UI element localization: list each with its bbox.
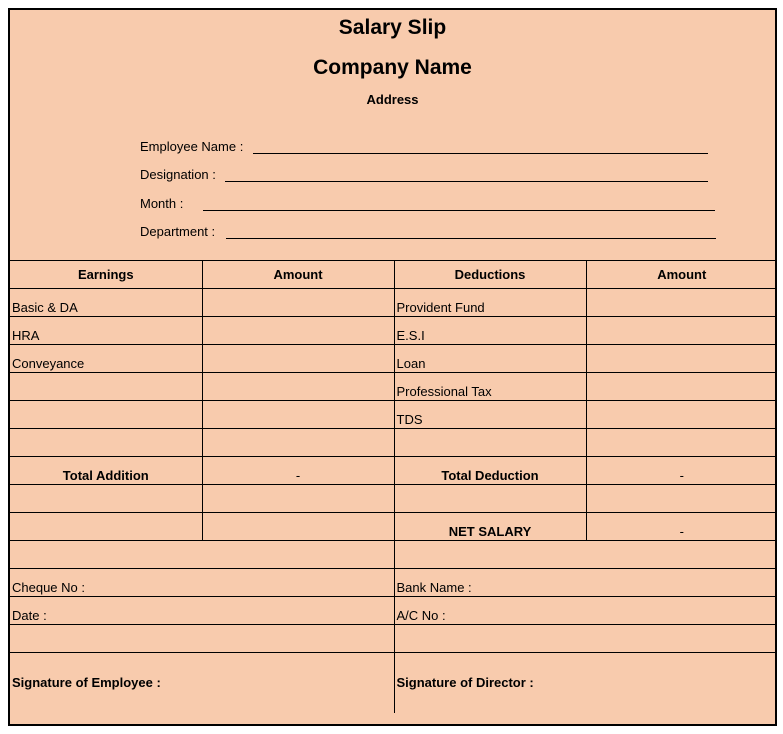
salary-slip-sheet — [8, 8, 777, 726]
empty-cell[interactable] — [394, 541, 777, 569]
earning-amount-cell[interactable] — [202, 317, 394, 345]
deduction-amount-cell[interactable] — [586, 429, 777, 457]
total-addition-label: Total Addition — [10, 457, 202, 485]
month-label: Month : — [140, 196, 184, 211]
table-header-row — [10, 261, 777, 289]
earnings-amount-header: Amount — [202, 261, 394, 289]
deduction-amount-cell[interactable] — [586, 401, 777, 429]
deduction-item: E.S.I — [394, 317, 586, 345]
earning-amount-cell[interactable] — [202, 401, 394, 429]
earning-item: Basic & DA — [10, 289, 202, 317]
net-salary-label: NET SALARY — [394, 513, 586, 541]
table-row — [10, 289, 777, 317]
designation-label: Designation : — [140, 167, 216, 182]
empty-cell[interactable] — [10, 541, 394, 569]
table-row — [10, 625, 777, 653]
table-row — [10, 345, 777, 373]
deduction-amount-cell[interactable] — [586, 289, 777, 317]
earnings-header: Earnings — [10, 261, 202, 289]
earning-item: Conveyance — [10, 345, 202, 373]
empty-cell[interactable] — [10, 485, 202, 513]
department-line[interactable] — [226, 238, 716, 239]
empty-cell[interactable] — [202, 513, 394, 541]
month-line[interactable] — [203, 210, 715, 211]
designation-line[interactable] — [225, 181, 708, 182]
department-label: Department : — [140, 224, 216, 239]
employee-name-label: Employee Name : — [140, 139, 244, 154]
deductions-amount-header: Amount — [586, 261, 777, 289]
deduction-item-empty[interactable] — [394, 429, 586, 457]
deduction-amount-cell[interactable] — [586, 345, 777, 373]
net-salary-value: - — [586, 513, 777, 541]
ac-no-field[interactable]: A/C No : — [394, 597, 777, 625]
payment-row — [10, 597, 777, 625]
table-row — [10, 485, 777, 513]
table-row — [10, 373, 777, 401]
total-addition-value: - — [202, 457, 394, 485]
earning-item-empty[interactable] — [10, 401, 202, 429]
net-salary-row — [10, 513, 777, 541]
table-row — [10, 401, 777, 429]
total-deduction-value: - — [586, 457, 777, 485]
deduction-item: Provident Fund — [394, 289, 586, 317]
table-row — [10, 317, 777, 345]
empty-cell[interactable] — [394, 625, 777, 653]
empty-cell[interactable] — [10, 625, 394, 653]
earning-item-empty[interactable] — [10, 429, 202, 457]
deductions-header: Deductions — [394, 261, 586, 289]
payment-row — [10, 569, 777, 597]
date-field[interactable]: Date : — [10, 597, 394, 625]
deduction-item: TDS — [394, 401, 586, 429]
company-address: Address — [366, 92, 419, 107]
table-row — [10, 541, 777, 569]
table-row — [10, 429, 777, 457]
earning-amount-cell[interactable] — [202, 373, 394, 401]
signature-row — [10, 653, 777, 713]
earning-amount-cell[interactable] — [202, 345, 394, 373]
director-signature[interactable]: Signature of Director : — [394, 653, 777, 713]
earning-item-empty[interactable] — [10, 373, 202, 401]
employee-signature[interactable]: Signature of Employee : — [10, 653, 394, 713]
cheque-no-field[interactable]: Cheque No : — [10, 569, 394, 597]
salary-table — [10, 260, 777, 713]
deduction-item: Loan — [394, 345, 586, 373]
earning-item: HRA — [10, 317, 202, 345]
company-name: Company Name — [313, 56, 472, 79]
totals-row — [10, 457, 777, 485]
earning-amount-cell[interactable] — [202, 429, 394, 457]
employee-name-line[interactable] — [253, 153, 708, 154]
slip-title: Salary Slip — [338, 16, 447, 39]
empty-cell[interactable] — [586, 485, 777, 513]
deduction-amount-cell[interactable] — [586, 317, 777, 345]
earning-amount-cell[interactable] — [202, 289, 394, 317]
deduction-item: Professional Tax — [394, 373, 586, 401]
empty-cell[interactable] — [202, 485, 394, 513]
empty-cell[interactable] — [394, 485, 586, 513]
empty-cell[interactable] — [10, 513, 202, 541]
bank-name-field[interactable]: Bank Name : — [394, 569, 777, 597]
total-deduction-label: Total Deduction — [394, 457, 586, 485]
deduction-amount-cell[interactable] — [586, 373, 777, 401]
